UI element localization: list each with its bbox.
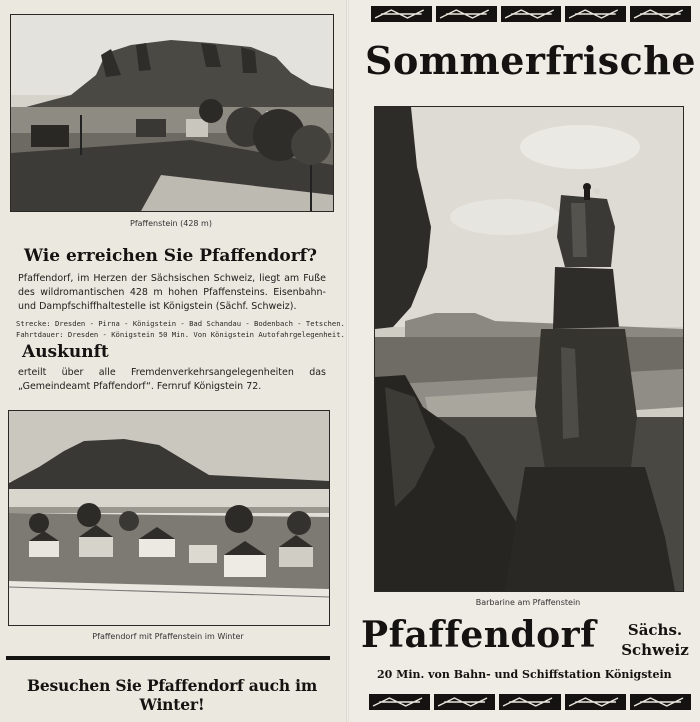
region-label [613, 620, 697, 660]
ornament-segment [436, 6, 497, 22]
route-line: Strecke: Dresden - Pirna - Königstein - Bad Schandau - Bodenbach - Tetschen. [16, 319, 345, 328]
intro-paragraph: Pfaffendorf, im Herzen der Sächsischen Schweiz, liegt am Fuße des wildromantischen 428 m hohen Pfaffensteins. Eisenbahn- und Dampfschiffhaltestelle ist Königstein (Sächf. Schweiz). [18, 273, 326, 312]
heading-info: Auskunft [22, 342, 109, 362]
ornament-top [371, 6, 691, 22]
title-sommerfrische: Sommerfrische [365, 38, 697, 83]
ornament-segment [630, 694, 691, 710]
ornament-segment [434, 694, 495, 710]
ornament-segment [501, 6, 562, 22]
ornament-segment [565, 694, 626, 710]
photo-pfaffenstein [10, 14, 334, 212]
heading-how-to-reach: Wie erreichen Sie Pfaffendorf? [24, 246, 317, 266]
ornament-bottom [369, 694, 691, 710]
bottom-divider [6, 656, 330, 660]
photo-pfaffenstein-caption: Pfaffenstein (428 m) [130, 219, 212, 228]
photo-winter-caption: Pfaffendorf mit Pfaffenstein im Winter [92, 632, 244, 641]
ornament-segment [371, 6, 432, 22]
left-panel [0, 0, 346, 722]
duration-line: Fahrtdauer: Dresden - Königstein 50 Min. Von Königstein Autofahrgelegenheit. [16, 330, 345, 339]
region-line-2: Schweiz [621, 641, 689, 659]
place-name: Pfaffendorf [361, 614, 597, 656]
photo-winter-village [8, 410, 330, 626]
photo-barbarine-caption: Barbarine am Pfaffenstein [475, 598, 581, 607]
ornament-segment [499, 694, 560, 710]
ornament-segment [369, 694, 430, 710]
ornament-segment [630, 6, 691, 22]
distance-subline: 20 Min. von Bahn- und Schiffstation Königstein [377, 668, 672, 681]
right-panel [349, 0, 700, 722]
info-paragraph: erteilt über alle Fremdenverkehrsangelegenheiten das „Gemeindeamt Pfaffendorf“. Fernruf Königstein 72. [18, 367, 326, 392]
bottom-slogan: Besuchen Sie Pfaffendorf auch im Winter! [26, 676, 318, 714]
ornament-segment [565, 6, 626, 22]
region-line-1: Sächs. [627, 621, 683, 639]
photo-barbarine [374, 106, 684, 592]
